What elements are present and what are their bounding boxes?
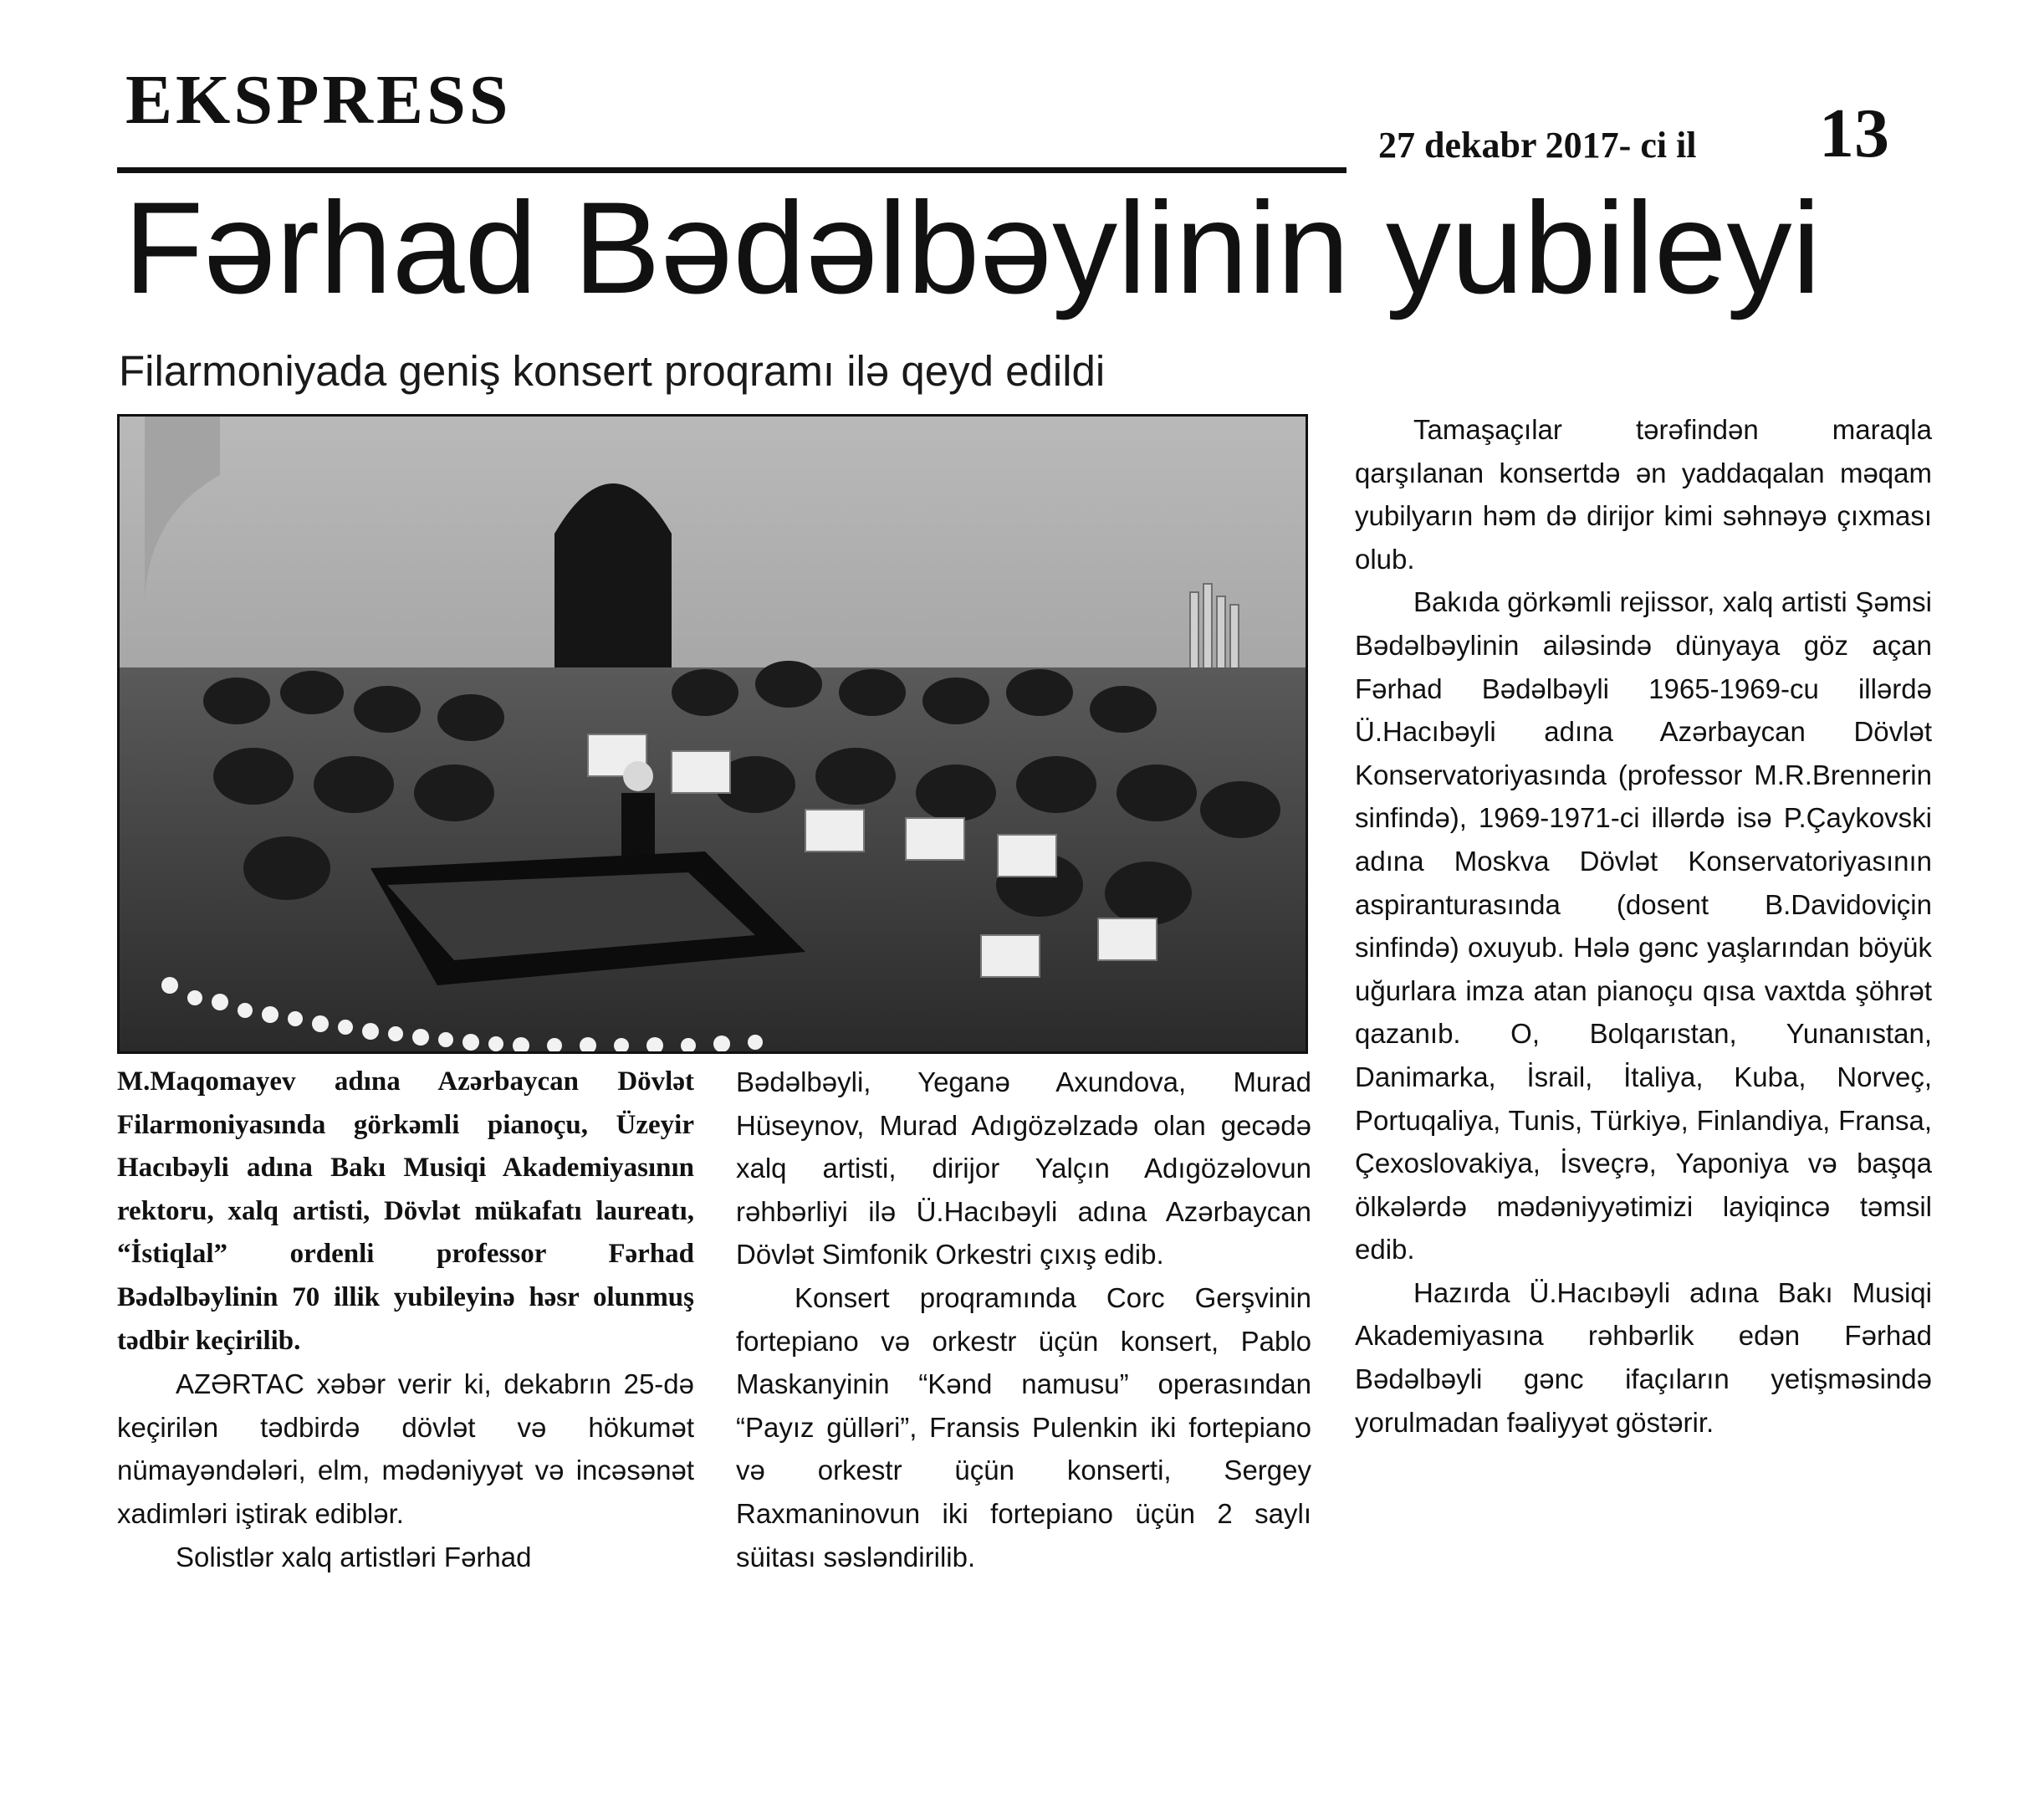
article-column-3 <box>1355 408 1932 1444</box>
masthead: EKSPRESS <box>125 61 512 139</box>
article-column-1 <box>117 1061 694 1578</box>
issue-date: 27 dekabr 2017- ci il <box>1378 125 1697 166</box>
paragraph: Hazırda Ü.Hacıbəyli adına Bakı Musiqi Akademiyasına rəhbərlik edən Fərhad Bədəlbəyli gənc ifaçıların yetişməsində yorulmadan fəaliyyət göstərir. <box>1355 1276 1932 1438</box>
paragraph: AZƏRTAC xəbər verir ki, dekabrın 25-də keçirilən tədbirdə dövlət və hökumət nümayəndələri, elm, mədəniyyət və incəsənət xadimləri iştirak ediblər. <box>117 1368 694 1529</box>
paragraph: Bakıda görkəmli rejissor, xalq artisti Şəmsi Bədəlbəylinin ailəsində dünyaya göz açan Fərhad Bədəlbəyli 1965-1969-cu illərdə Ü.Hacıbəyli adına Azərbaycan Dövlət Konservatoriyasında (professor M.R.Brennerin sinfində), 1969-1971-ci illərdə isə P.Çaykovski adına Moskva Dövlət Konservatoriyasının aspiranturasında (dosent B.Davidoviçin sinfində) oxuyub. Hələ gənc yaşlarından böyük uğurlara imza atan pianoçu qısa vaxtda şöhrət qazanıb. O, Bolqarıstan, Yunanıstan, Danimarka, İsrail, İtaliya, Kuba, Norveç, Portuqaliya, Tunis, Türkiyə, Finlandiya, Fransa, Çexoslovakiya, İsveçrə, Yaponiya və başqa ölkələrdə mədəniyyətimizi layiqincə təmsil edib. <box>1355 586 1932 1266</box>
headline: Fərhad Bədəlbəylinin yubileyi <box>124 176 1822 321</box>
paragraph: Solistlər xalq artistləri Fərhad <box>176 1541 532 1572</box>
article-column-2 <box>736 1061 1311 1578</box>
lead-paragraph: M.Maqomayev adına Azərbaycan Dövlət Filarmoniyasında görkəmli pianoçu, Üzeyir Hacıbəyli adına Bakı Musiqi Akademiyasının rektoru, xalq artisti, Dövlət mükafatı laureatı, “İstiqlal” ordenli professor Fərhad Bədəlbəylinin 70 illik yubileyinə həsr olunmuş tədbir keçirilib. <box>117 1066 694 1356</box>
masthead-rule <box>117 167 1346 173</box>
subheadline: Filarmoniyada geniş konsert proqramı ilə qeyd edildi <box>119 347 1106 395</box>
paragraph: Konsert proqramında Corc Gerşvinin fortepiano və orkestr üçün konsert, Pablo Maskanyinin “Kənd namusu” operasından “Payız gülləri”, Fransis Pulenkin iki fortepiano və orkestr üçün konserti, Sergey Raxmaninovun iki fortepiano üçün 2 saylı süitası səsləndirilib. <box>736 1281 1311 1572</box>
orchestra-photo-icon <box>120 417 1306 1051</box>
paragraph: Bədəlbəyli, Yeganə Axundova, Murad Hüseynov, Murad Adıgözəlzadə olan gecədə xalq artisti, dirijor Yalçın Adıgözəlovun rəhbərliyi ilə Ü.Hacıbəyli adına Azərbaycan Dövlət Simfonik Orkestri çıxış edib. <box>736 1066 1311 1271</box>
orchestra-photo <box>117 414 1308 1054</box>
page-number: 13 <box>1819 95 1889 172</box>
paragraph: Tamaşaçılar tərəfindən maraqla qarşılanan konsertdə ən yaddaqalan məqam yubilyarın həm də dirijor kimi səhnəyə çıxması olub. <box>1355 414 1932 575</box>
